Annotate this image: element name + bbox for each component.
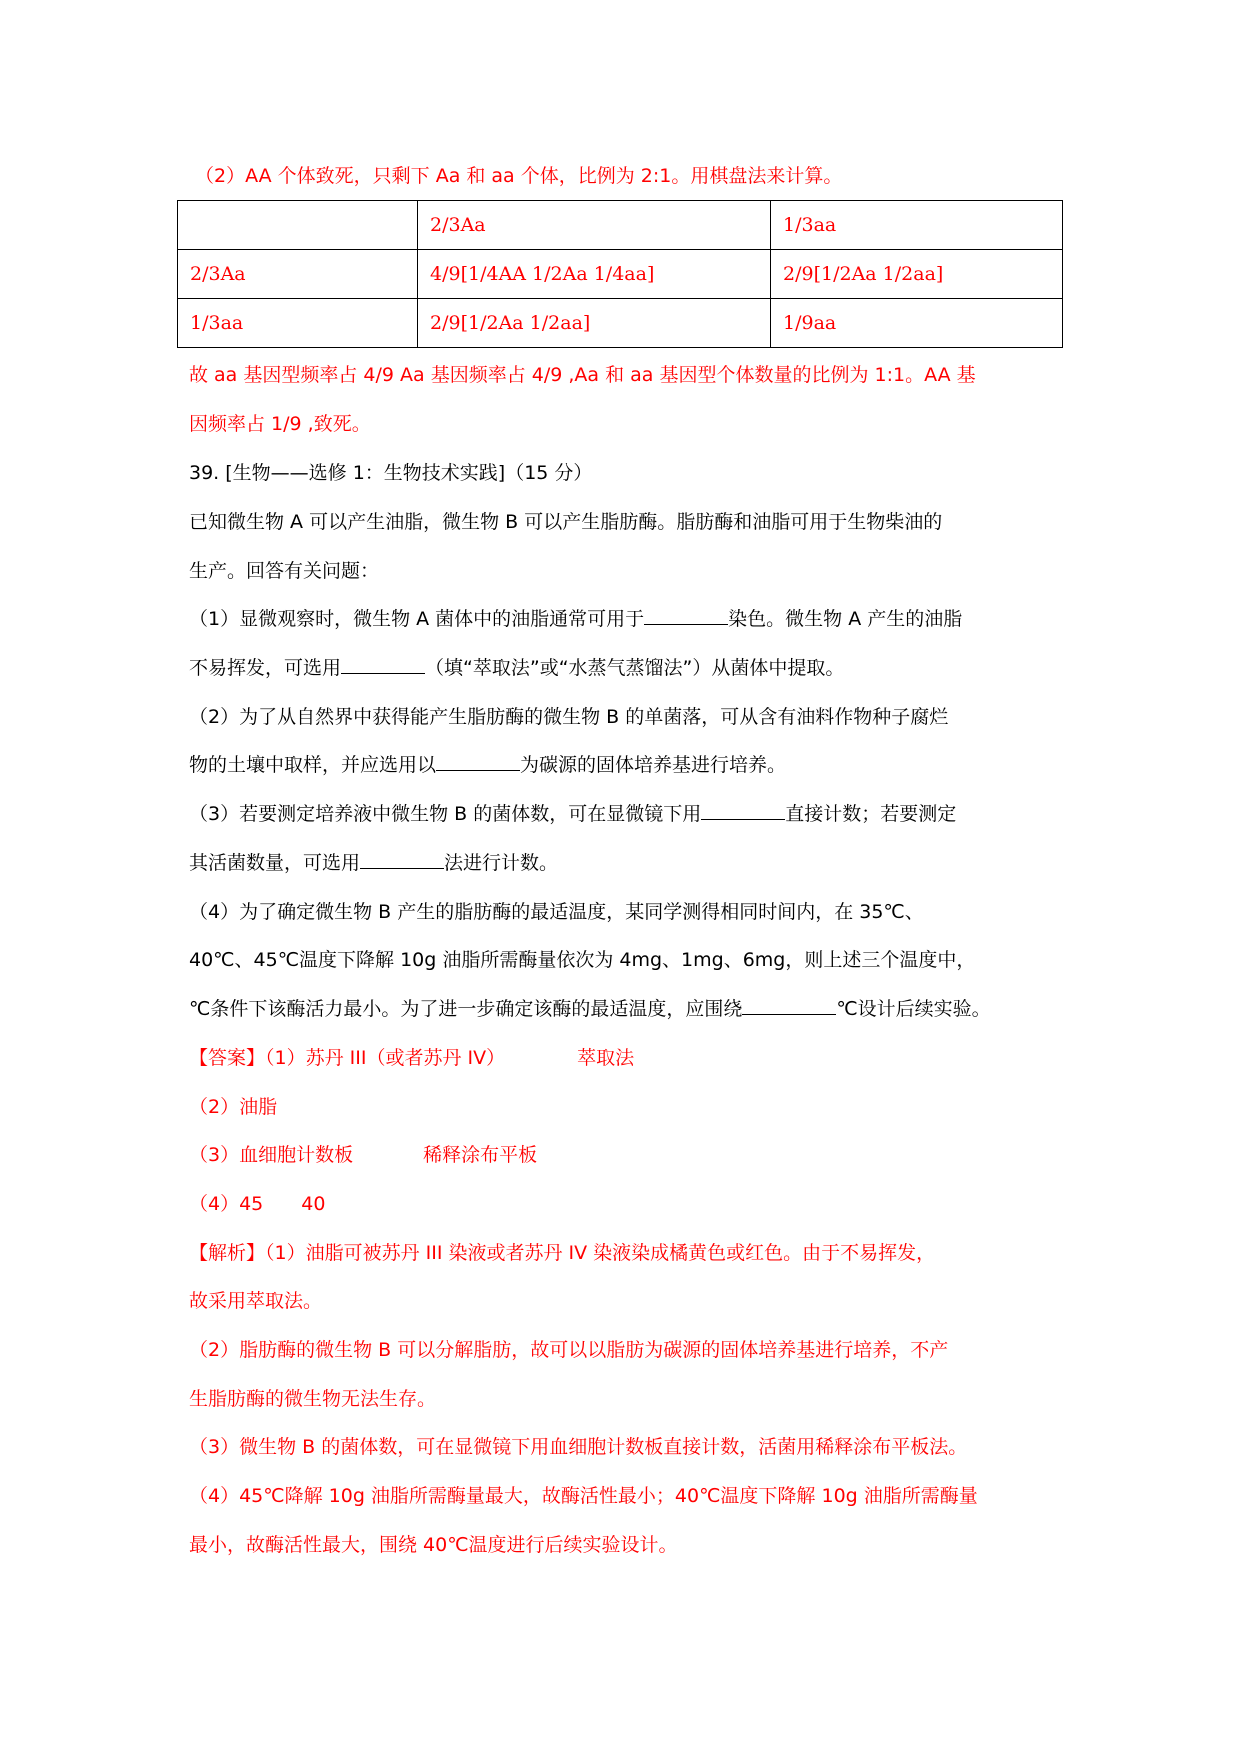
analysis-text: （1）油脂可被苏丹 III 染液或者苏丹 IV 染液染成橘黄色或红色。由于不易挥发， <box>265 1242 936 1264</box>
question-4-cont <box>189 996 991 1022</box>
question-header: 39. [生物——选修 1：生物技术实践]（15 分） <box>189 462 593 484</box>
table-cell: 2/9[1/2Aa 1/2aa] <box>418 299 771 348</box>
table-cell: 2/9[1/2Aa 1/2aa] <box>771 250 1063 299</box>
analysis-line: 故采用萃取法。 <box>189 1290 323 1312</box>
intro-line: （2）AA 个体致死，只剩下 Aa 和 aa 个体，比例为 2:1。用棋盘法来计算。 <box>195 165 843 187</box>
question-stem: 生产。回答有关问题： <box>189 560 380 582</box>
table-cell: 4/9[1/4AA 1/2Aa 1/4aa] <box>418 250 771 299</box>
answer-1: （1）苏丹 III（或者苏丹 IV） <box>265 1047 506 1069</box>
conclusion-line: 故 aa 基因型频率占 4/9 Aa 基因频率占 4/9 ,Aa 和 aa 基因型个体数量的比例为 1:1。AA 基 <box>189 364 976 386</box>
question-4-cont: 40℃、45℃温度下降解 10g 油脂所需酶量依次为 4mg、1mg、6mg，则上述三个温度中， <box>189 949 976 971</box>
question-2: （2）为了从自然界中获得能产生脂肪酶的微生物 B 的单菌落，可从含有油料作物种子腐烂 <box>189 706 949 728</box>
analysis-line: （2）脂肪酶的微生物 B 可以分解脂肪，故可以以脂肪为碳源的固体培养基进行培养，不产 <box>189 1339 949 1361</box>
answer-1b: 萃取法 <box>577 1047 635 1069</box>
answer-blank <box>360 850 444 869</box>
q2-text: 物的土壤中取样，并应选用以 <box>189 754 437 776</box>
q4-text: ℃设计后续实验。 <box>836 998 991 1020</box>
answer-blank <box>341 655 425 674</box>
answer-blank <box>644 606 728 625</box>
q2-text: 为碳源的固体培养基进行培养。 <box>520 754 787 776</box>
analysis-line: （4）45℃降解 10g 油脂所需酶量最大，故酶活性最小；40℃温度下降解 10g 油脂所需酶量 <box>189 1485 978 1507</box>
answer-2: （2）油脂 <box>189 1096 278 1118</box>
answer-tag: 【答案】 <box>189 1047 266 1069</box>
table-row <box>178 250 1063 299</box>
answer-blank <box>742 996 836 1015</box>
analysis-tag: 【解析】 <box>189 1242 266 1264</box>
conclusion-line: 因频率占 1/9 ,致死。 <box>189 413 371 435</box>
table-row <box>178 201 1063 250</box>
analysis-line <box>189 1240 935 1266</box>
answer-3b: 稀释涂布平板 <box>423 1144 538 1166</box>
table-cell <box>178 201 418 250</box>
question-1 <box>189 606 962 632</box>
answer-blank <box>436 752 520 771</box>
answer-4 <box>189 1191 325 1217</box>
punnett-table <box>177 200 1063 348</box>
q1-text: （1）显微观察时，微生物 A 菌体中的油脂通常可用于 <box>189 608 645 630</box>
table-cell: 1/3aa <box>771 201 1063 250</box>
table-cell: 2/3Aa <box>178 250 418 299</box>
q4-text: ℃条件下该酶活力最小。为了进一步确定该酶的最适温度，应围绕 <box>189 998 743 1020</box>
q1-text: 染色。微生物 A 产生的油脂 <box>728 608 963 630</box>
question-stem: 已知微生物 A 可以产生油脂，微生物 B 可以产生脂肪酶。脂肪酶和油脂可用于生物柴油的 <box>189 511 943 533</box>
question-3-cont <box>189 850 558 876</box>
q3-text: （3）若要测定培养液中微生物 B 的菌体数，可在显微镜下用 <box>189 803 702 825</box>
table-cell: 2/3Aa <box>418 201 771 250</box>
q3-text: 直接计数；若要测定 <box>785 803 957 825</box>
q3-text: 其活菌数量，可选用 <box>189 852 361 874</box>
question-1-cont <box>189 655 844 681</box>
question-4: （4）为了确定微生物 B 产生的脂肪酶的最适温度，某同学测得相同时间内，在 35℃、 <box>189 901 924 923</box>
table-cell: 1/9aa <box>771 299 1063 348</box>
q1-text: 不易挥发，可选用 <box>189 657 342 679</box>
answer-line <box>189 1045 634 1071</box>
table-cell: 1/3aa <box>178 299 418 348</box>
answer-3 <box>189 1142 537 1168</box>
question-2-cont <box>189 752 786 778</box>
answer-3a: （3）血细胞计数板 <box>189 1144 354 1166</box>
answer-4a: （4）45 <box>189 1193 264 1215</box>
q1-text: （填“萃取法”或“水蒸气蒸馏法”）从菌体中提取。 <box>425 657 845 679</box>
answer-4b: 40 <box>301 1193 326 1215</box>
analysis-line: （3）微生物 B 的菌体数，可在显微镜下用血细胞计数板直接计数，活菌用稀释涂布平板法。 <box>189 1436 968 1458</box>
answer-blank <box>701 801 785 820</box>
analysis-line: 生脂肪酶的微生物无法生存。 <box>189 1388 437 1410</box>
analysis-line: 最小，故酶活性最大，围绕 40℃温度进行后续实验设计。 <box>189 1534 678 1556</box>
q3-text: 法进行计数。 <box>444 852 559 874</box>
question-3 <box>189 801 956 827</box>
table-row <box>178 299 1063 348</box>
